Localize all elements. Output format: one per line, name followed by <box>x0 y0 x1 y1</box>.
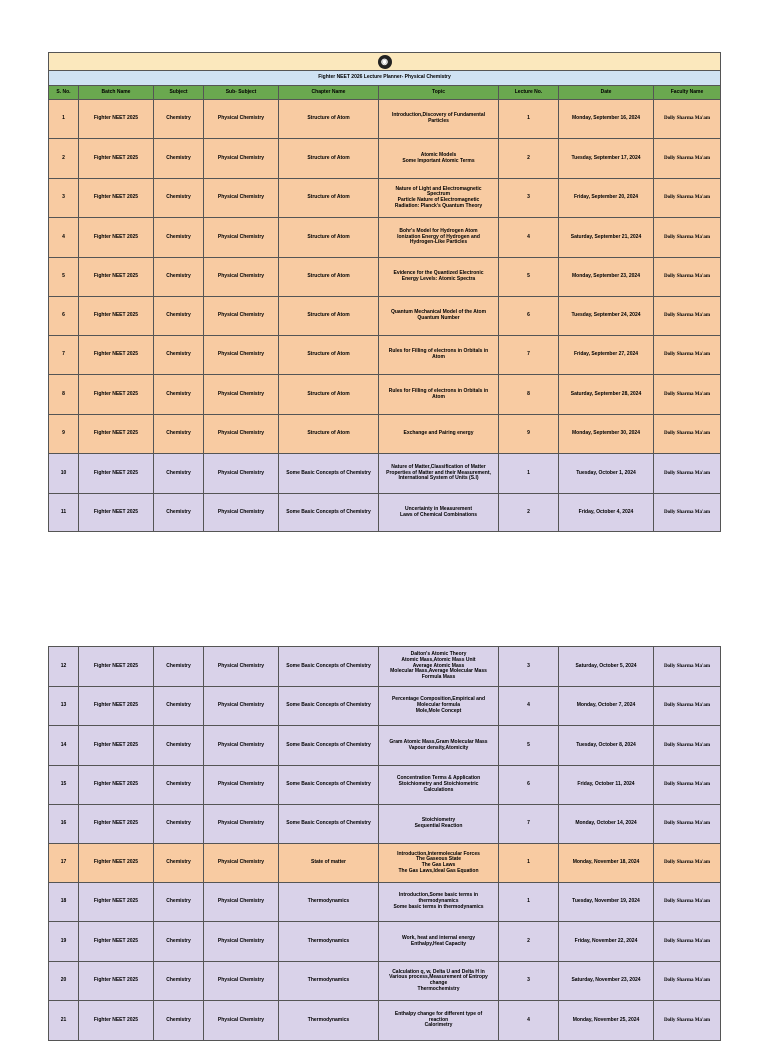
topic-line: Molecular Mass,Average Molecular Mass <box>390 668 487 675</box>
topic-line: Quantum Number <box>417 315 460 321</box>
cell-subject: Chemistry <box>154 218 204 258</box>
topic-line: Work, heat and internal energy <box>402 934 475 941</box>
cell-date: Tuesday, October 1, 2024 <box>559 454 654 494</box>
cell-sno: 21 <box>49 1001 79 1041</box>
cell-sno: 19 <box>49 922 79 962</box>
cell-batch-name: Fighter NEET 2025 <box>79 883 154 922</box>
cell-lecture-no: 5 <box>499 258 559 297</box>
cell-topic <box>379 647 499 687</box>
topic-line: Evidence for the Quantized Electronic <box>393 270 484 277</box>
cell-batch-name: Fighter NEET 2025 <box>79 766 154 805</box>
topic-line: Quantum Mechanical Model of the Atom <box>390 309 487 316</box>
cell-batch-name: Fighter NEET 2025 <box>79 375 154 415</box>
topic-line: Dalton's Atomic Theory <box>410 651 467 658</box>
cell-lecture-no: 7 <box>499 336 559 375</box>
cell-date: Tuesday, September 17, 2024 <box>559 139 654 179</box>
topic-line: Formula Mass <box>421 674 456 681</box>
cell-sub-subject: Physical Chemistry <box>204 297 279 336</box>
cell-sub-subject: Physical Chemistry <box>204 454 279 494</box>
topic-line: Gram Atomic Mass,Gram Molecular Mass <box>389 738 488 745</box>
cell-lecture-no: 3 <box>499 962 559 1001</box>
cell-batch-name: Fighter NEET 2025 <box>79 258 154 297</box>
cell-faculty-name: Dolly Sharma Ma'am <box>654 766 721 805</box>
topic-line: Properties of Matter and their Measurement, <box>386 469 491 476</box>
cell-chapter-name: Structure of Atom <box>279 218 379 258</box>
cell-chapter-name: Some Basic Concepts of Chemistry <box>279 766 379 805</box>
cell-sub-subject: Physical Chemistry <box>204 218 279 258</box>
cell-faculty-name: Dolly Sharma Ma'am <box>654 179 721 218</box>
topic-line: Stoichiometry and Stoichiometric <box>398 781 479 788</box>
cell-topic <box>379 922 499 962</box>
cell-faculty-name: Dolly Sharma Ma'am <box>654 100 721 139</box>
topic-line: Vapour density,Atomicity <box>408 744 469 751</box>
header-sno: S. No. <box>49 86 79 100</box>
cell-subject: Chemistry <box>154 179 204 218</box>
cell-sub-subject: Physical Chemistry <box>204 844 279 883</box>
table-row <box>49 687 721 726</box>
cell-lecture-no: 2 <box>499 494 559 532</box>
cell-sub-subject: Physical Chemistry <box>204 687 279 726</box>
cell-batch-name: Fighter NEET 2025 <box>79 415 154 454</box>
cell-batch-name: Fighter NEET 2025 <box>79 962 154 1001</box>
table-row <box>49 962 721 1001</box>
cell-lecture-no: 1 <box>499 883 559 922</box>
cell-batch-name: Fighter NEET 2025 <box>79 494 154 532</box>
cell-lecture-no: 7 <box>499 805 559 844</box>
cell-chapter-name: Thermodynamics <box>279 922 379 962</box>
topic-line: Exchange and Pairing energy <box>403 430 474 437</box>
cell-faculty-name: Dolly Sharma Ma'am <box>654 454 721 494</box>
topic-line: Atomic Mass,Atomic Mass Unit <box>401 656 476 663</box>
cell-topic <box>379 687 499 726</box>
cell-subject: Chemistry <box>154 726 204 766</box>
cell-lecture-no: 1 <box>499 100 559 139</box>
cell-sub-subject: Physical Chemistry <box>204 179 279 218</box>
cell-lecture-no: 3 <box>499 647 559 687</box>
cell-date: Saturday, October 5, 2024 <box>559 647 654 687</box>
topic-line: Rules for Filling of electrons in Orbitals in <box>388 387 489 394</box>
cell-faculty-name: Dolly Sharma Ma'am <box>654 218 721 258</box>
cell-date: Monday, September 16, 2024 <box>559 100 654 139</box>
cell-topic <box>379 1001 499 1041</box>
cell-faculty-name: Dolly Sharma Ma'am <box>654 258 721 297</box>
cell-sub-subject: Physical Chemistry <box>204 805 279 844</box>
cell-topic <box>379 805 499 844</box>
topic-line: Stoichiometry <box>421 817 456 824</box>
cell-faculty-name: Dolly Sharma Ma'am <box>654 647 721 687</box>
cell-date: Friday, September 20, 2024 <box>559 179 654 218</box>
cell-faculty-name: Dolly Sharma Ma'am <box>654 297 721 336</box>
topic-line: Percentage Composition,Empirical and <box>391 696 486 703</box>
topic-line: Spectrum <box>426 191 451 198</box>
cell-faculty-name: Dolly Sharma Ma'am <box>654 1001 721 1041</box>
cell-lecture-no: 6 <box>499 766 559 805</box>
cell-sno: 1 <box>49 100 79 139</box>
cell-date: Tuesday, September 24, 2024 <box>559 297 654 336</box>
cell-sub-subject: Physical Chemistry <box>204 139 279 179</box>
cell-date: Monday, November 18, 2024 <box>559 844 654 883</box>
cell-chapter-name: Some Basic Concepts of Chemistry <box>279 647 379 687</box>
cell-faculty-name: Dolly Sharma Ma'am <box>654 922 721 962</box>
cell-topic <box>379 883 499 922</box>
cell-chapter-name: Structure of Atom <box>279 258 379 297</box>
cell-topic <box>379 218 499 258</box>
cell-chapter-name: Structure of Atom <box>279 297 379 336</box>
cell-sno: 15 <box>49 766 79 805</box>
cell-topic <box>379 454 499 494</box>
cell-sub-subject: Physical Chemistry <box>204 647 279 687</box>
cell-batch-name: Fighter NEET 2025 <box>79 687 154 726</box>
cell-faculty-name: Dolly Sharma Ma'am <box>654 687 721 726</box>
topic-line: The Gaseous State <box>415 856 461 863</box>
topic-line: change <box>429 980 448 986</box>
cell-sno: 5 <box>49 258 79 297</box>
pw-logo-icon: ◉ <box>378 55 392 69</box>
cell-faculty-name: Dolly Sharma Ma'am <box>654 883 721 922</box>
cell-topic <box>379 179 499 218</box>
cell-subject: Chemistry <box>154 844 204 883</box>
cell-sno: 13 <box>49 687 79 726</box>
header-faculty-name: Faculty Name <box>654 86 721 100</box>
cell-date: Saturday, November 23, 2024 <box>559 962 654 1001</box>
header-topic: Topic <box>379 86 499 100</box>
table-row <box>49 258 721 297</box>
cell-sno: 11 <box>49 494 79 532</box>
cell-subject: Chemistry <box>154 454 204 494</box>
table-row <box>49 844 721 883</box>
header-batch-name: Batch Name <box>79 86 154 100</box>
header-subject: Subject <box>154 86 204 100</box>
cell-date: Monday, October 14, 2024 <box>559 805 654 844</box>
header-date: Date <box>559 86 654 100</box>
cell-batch-name: Fighter NEET 2025 <box>79 922 154 962</box>
table-row <box>49 883 721 922</box>
table-row <box>49 375 721 415</box>
cell-lecture-no: 6 <box>499 297 559 336</box>
topic-line: Mole,Mole Concept <box>415 707 462 714</box>
cell-subject: Chemistry <box>154 297 204 336</box>
cell-sub-subject: Physical Chemistry <box>204 415 279 454</box>
topic-line: Some basic terms in thermodynamics <box>393 903 484 910</box>
cell-topic <box>379 258 499 297</box>
cell-batch-name: Fighter NEET 2025 <box>79 100 154 139</box>
cell-subject: Chemistry <box>154 1001 204 1041</box>
cell-chapter-name: Structure of Atom <box>279 139 379 179</box>
cell-date: Friday, September 27, 2024 <box>559 336 654 375</box>
table-row <box>49 922 721 962</box>
table-row <box>49 415 721 454</box>
topic-line: Particles <box>428 118 449 124</box>
cell-faculty-name: Dolly Sharma Ma'am <box>654 415 721 454</box>
cell-lecture-no: 4 <box>499 687 559 726</box>
cell-date: Friday, October 11, 2024 <box>559 766 654 805</box>
lecture-planner-table-page-2 <box>48 646 721 1041</box>
table-row <box>49 726 721 766</box>
table-row <box>49 805 721 844</box>
topic-line: Uncertainty in Measurement <box>405 505 472 512</box>
topic-line: Average Atomic Mass <box>412 662 465 669</box>
cell-date: Saturday, September 21, 2024 <box>559 218 654 258</box>
cell-sno: 7 <box>49 336 79 375</box>
cell-sno: 2 <box>49 139 79 179</box>
cell-subject: Chemistry <box>154 687 204 726</box>
topic-line: Some Important Atomic Terms <box>402 157 475 164</box>
cell-faculty-name: Dolly Sharma Ma'am <box>654 494 721 532</box>
cell-lecture-no: 8 <box>499 375 559 415</box>
header-lecture-no: Lecture No. <box>499 86 559 100</box>
cell-lecture-no: 1 <box>499 454 559 494</box>
cell-subject: Chemistry <box>154 415 204 454</box>
cell-chapter-name: State of matter <box>279 844 379 883</box>
table-row <box>49 179 721 218</box>
topic-line: Atom <box>432 354 445 360</box>
cell-date: Monday, September 30, 2024 <box>559 415 654 454</box>
cell-sno: 16 <box>49 805 79 844</box>
cell-lecture-no: 5 <box>499 726 559 766</box>
cell-sno: 10 <box>49 454 79 494</box>
cell-sno: 12 <box>49 647 79 687</box>
cell-batch-name: Fighter NEET 2025 <box>79 297 154 336</box>
topic-line: Atom <box>432 393 445 400</box>
cell-lecture-no: 2 <box>499 139 559 179</box>
topic-line: Introduction,Intermolecular Forces <box>397 850 480 857</box>
table-row <box>49 336 721 375</box>
topic-line: International System of Units (S.I) <box>398 475 479 482</box>
cell-chapter-name: Some Basic Concepts of Chemistry <box>279 494 379 532</box>
topic-line: Sequential Reaction <box>414 823 463 829</box>
cell-date: Friday, November 22, 2024 <box>559 922 654 962</box>
topic-line: Nature of Matter,Classification of Matter <box>391 463 486 470</box>
cell-faculty-name: Dolly Sharma Ma'am <box>654 805 721 844</box>
topic-line: thermodynamics <box>418 898 459 905</box>
topic-line: Radiation: Planck's Quantum Theory <box>394 202 483 209</box>
cell-topic <box>379 139 499 179</box>
cell-sub-subject: Physical Chemistry <box>204 100 279 139</box>
cell-batch-name: Fighter NEET 2025 <box>79 647 154 687</box>
cell-date: Tuesday, October 8, 2024 <box>559 726 654 766</box>
cell-batch-name: Fighter NEET 2025 <box>79 805 154 844</box>
cell-lecture-no: 4 <box>499 1001 559 1041</box>
table-row <box>49 139 721 179</box>
cell-lecture-no: 9 <box>499 415 559 454</box>
cell-topic <box>379 766 499 805</box>
cell-faculty-name: Dolly Sharma Ma'am <box>654 336 721 375</box>
cell-subject: Chemistry <box>154 766 204 805</box>
cell-faculty-name: Dolly Sharma Ma'am <box>654 844 721 883</box>
cell-subject: Chemistry <box>154 883 204 922</box>
cell-subject: Chemistry <box>154 647 204 687</box>
cell-sub-subject: Physical Chemistry <box>204 726 279 766</box>
topic-line: Introduction,Some basic terms in <box>398 892 479 899</box>
cell-lecture-no: 1 <box>499 844 559 883</box>
cell-batch-name: Fighter NEET 2025 <box>79 726 154 766</box>
cell-subject: Chemistry <box>154 336 204 375</box>
cell-sno: 20 <box>49 962 79 1001</box>
table-row <box>49 766 721 805</box>
cell-chapter-name: Some Basic Concepts of Chemistry <box>279 726 379 766</box>
cell-topic <box>379 415 499 454</box>
cell-chapter-name: Structure of Atom <box>279 375 379 415</box>
cell-date: Monday, September 23, 2024 <box>559 258 654 297</box>
cell-chapter-name: Structure of Atom <box>279 100 379 139</box>
cell-batch-name: Fighter NEET 2025 <box>79 454 154 494</box>
cell-date: Monday, November 25, 2024 <box>559 1001 654 1041</box>
cell-date: Saturday, September 28, 2024 <box>559 375 654 415</box>
cell-topic <box>379 297 499 336</box>
cell-batch-name: Fighter NEET 2025 <box>79 844 154 883</box>
cell-lecture-no: 4 <box>499 218 559 258</box>
lecture-planner-table-page-1 <box>48 52 721 532</box>
table-row <box>49 454 721 494</box>
topic-line: The Gas Laws,Ideal Gas Equation <box>398 867 479 874</box>
cell-subject: Chemistry <box>154 375 204 415</box>
table-row <box>49 647 721 687</box>
cell-topic <box>379 494 499 532</box>
topic-line: Particle Nature of Electromagnetic <box>397 197 480 203</box>
cell-sno: 17 <box>49 844 79 883</box>
topic-line: Thermochemistry <box>417 985 460 992</box>
cell-sno: 4 <box>49 218 79 258</box>
cell-sno: 14 <box>49 726 79 766</box>
cell-sub-subject: Physical Chemistry <box>204 336 279 375</box>
cell-sno: 6 <box>49 297 79 336</box>
logo-cell <box>49 53 721 71</box>
cell-chapter-name: Thermodynamics <box>279 1001 379 1041</box>
table-row <box>49 494 721 532</box>
topic-line: Atomic Models <box>420 151 457 158</box>
cell-lecture-no: 2 <box>499 922 559 962</box>
cell-chapter-name: Thermodynamics <box>279 883 379 922</box>
cell-subject: Chemistry <box>154 494 204 532</box>
topic-line: reaction <box>428 1016 449 1023</box>
cell-chapter-name: Structure of Atom <box>279 179 379 218</box>
cell-date: Monday, October 7, 2024 <box>559 687 654 726</box>
topic-line: Hydrogen-Like Particles <box>409 239 468 246</box>
cell-chapter-name: Some Basic Concepts of Chemistry <box>279 687 379 726</box>
cell-subject: Chemistry <box>154 139 204 179</box>
topic-line: Nature of Light and Electromagnetic <box>395 185 482 192</box>
topic-line: Rules for Filling of electrons in Orbitals in <box>388 348 489 355</box>
cell-batch-name: Fighter NEET 2025 <box>79 139 154 179</box>
cell-sub-subject: Physical Chemistry <box>204 494 279 532</box>
cell-batch-name: Fighter NEET 2025 <box>79 179 154 218</box>
table-row <box>49 218 721 258</box>
cell-sub-subject: Physical Chemistry <box>204 766 279 805</box>
cell-batch-name: Fighter NEET 2025 <box>79 1001 154 1041</box>
planner-title: Fighter NEET 2026 Lecture Planner- Physical Chemistry <box>49 71 721 86</box>
cell-sno: 8 <box>49 375 79 415</box>
table-row <box>49 1001 721 1041</box>
topic-line: Various process,Measurement of Entropy <box>389 974 488 981</box>
cell-sno: 18 <box>49 883 79 922</box>
topic-line: Laws of Chemical Combinations <box>400 511 477 518</box>
cell-sno: 9 <box>49 415 79 454</box>
topic-line: Enthalpy change for different type of <box>394 1010 483 1017</box>
cell-sub-subject: Physical Chemistry <box>204 922 279 962</box>
cell-sub-subject: Physical Chemistry <box>204 258 279 297</box>
topic-line: Calculations <box>423 786 454 793</box>
cell-faculty-name: Dolly Sharma Ma'am <box>654 139 721 179</box>
cell-chapter-name: Thermodynamics <box>279 962 379 1001</box>
cell-chapter-name: Some Basic Concepts of Chemistry <box>279 805 379 844</box>
cell-topic <box>379 375 499 415</box>
table-row <box>49 100 721 139</box>
cell-subject: Chemistry <box>154 962 204 1001</box>
table-row <box>49 297 721 336</box>
cell-subject: Chemistry <box>154 805 204 844</box>
cell-topic <box>379 962 499 1001</box>
topic-line: Enthalpy,Heat Capacity <box>410 940 467 947</box>
cell-subject: Chemistry <box>154 922 204 962</box>
cell-sub-subject: Physical Chemistry <box>204 962 279 1001</box>
cell-faculty-name: Dolly Sharma Ma'am <box>654 726 721 766</box>
cell-batch-name: Fighter NEET 2025 <box>79 336 154 375</box>
topic-line: Calorimetry <box>424 1022 453 1029</box>
topic-line: Calculation q, w, Delta U and Delta H in <box>392 968 485 975</box>
topic-line: Introduction,Discovery of Fundamental <box>391 112 486 119</box>
topic-line: The Gas Laws <box>421 862 456 868</box>
topic-line: Concentration Terms & Application <box>396 775 481 782</box>
cell-sub-subject: Physical Chemistry <box>204 883 279 922</box>
header-chapter-name: Chapter Name <box>279 86 379 100</box>
cell-topic <box>379 336 499 375</box>
cell-batch-name: Fighter NEET 2025 <box>79 218 154 258</box>
cell-chapter-name: Some Basic Concepts of Chemistry <box>279 454 379 494</box>
cell-chapter-name: Structure of Atom <box>279 336 379 375</box>
cell-subject: Chemistry <box>154 258 204 297</box>
cell-sub-subject: Physical Chemistry <box>204 1001 279 1041</box>
cell-sub-subject: Physical Chemistry <box>204 375 279 415</box>
cell-date: Tuesday, November 19, 2024 <box>559 883 654 922</box>
cell-faculty-name: Dolly Sharma Ma'am <box>654 962 721 1001</box>
cell-topic <box>379 844 499 883</box>
cell-sno: 3 <box>49 179 79 218</box>
topic-line: Ionization Energy of Hydrogen and <box>397 233 480 240</box>
cell-date: Friday, October 4, 2024 <box>559 494 654 532</box>
cell-faculty-name: Dolly Sharma Ma'am <box>654 375 721 415</box>
header-sub-subject: Sub- Subject <box>204 86 279 100</box>
topic-line: Bohr's Model for Hydrogen Atom <box>399 227 478 234</box>
cell-topic <box>379 100 499 139</box>
cell-topic <box>379 726 499 766</box>
cell-lecture-no: 3 <box>499 179 559 218</box>
cell-subject: Chemistry <box>154 100 204 139</box>
topic-line: Molecular formula <box>416 702 461 709</box>
cell-chapter-name: Structure of Atom <box>279 415 379 454</box>
topic-line: Energy Levels: Atomic Spectra <box>401 276 476 282</box>
